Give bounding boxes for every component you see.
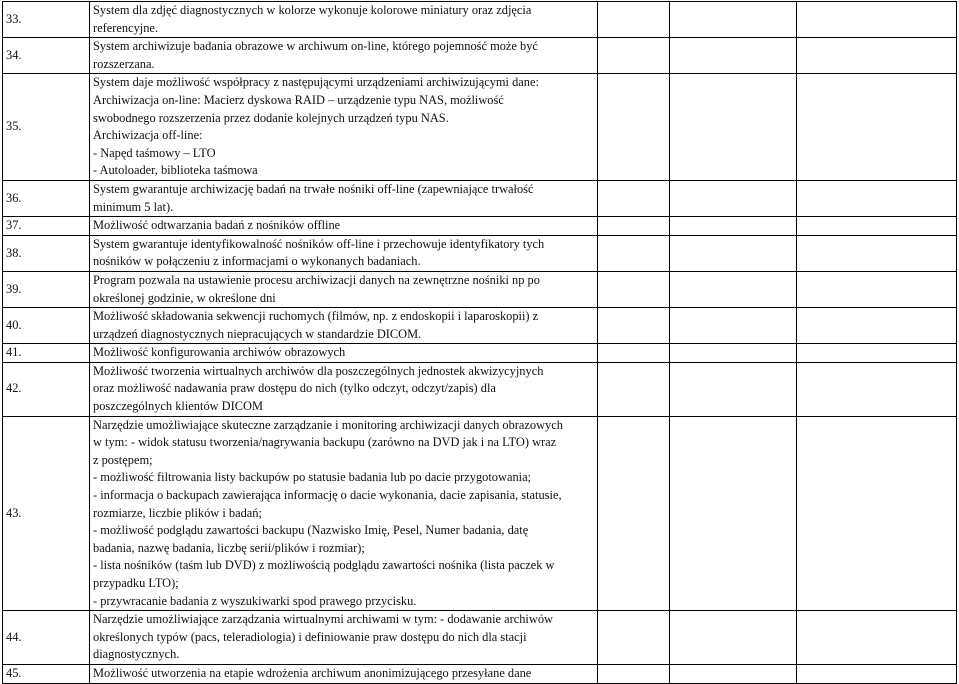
table-row — [3, 38, 957, 74]
description-line: swobodnego rozszerzenia przez dodanie kolejnych urządzeń typu NAS. — [93, 110, 449, 125]
row-number: 39. — [3, 271, 90, 307]
answer-cell[interactable] — [598, 344, 670, 363]
description-line: określonej godzinie, w określone dni — [93, 290, 276, 305]
answer-cell[interactable] — [598, 416, 670, 611]
description-line: referencyjne. — [93, 20, 159, 35]
remarks-cell[interactable] — [797, 416, 957, 611]
description-line: przypadku LTO); — [93, 576, 179, 590]
answer-cell[interactable] — [598, 38, 670, 74]
parameter-cell[interactable] — [670, 664, 797, 683]
remarks-cell[interactable] — [797, 271, 957, 307]
answer-cell[interactable] — [598, 2, 670, 38]
description-line: Program pozwala na ustawienie procesu archiwizacji danych na zewnętrzne nośniki np po — [93, 272, 540, 287]
row-number: 34. — [3, 38, 90, 74]
description-line: poszczególnych klientów DICOM — [93, 399, 263, 414]
row-number: 42. — [3, 362, 90, 416]
row-number: 37. — [3, 217, 90, 236]
remarks-cell[interactable] — [797, 344, 957, 363]
remarks-cell[interactable] — [797, 74, 957, 181]
description-line: Możliwość konfigurowania archiwów obrazowych — [93, 345, 346, 360]
description-line: - Napęd taśmowy – LTO — [93, 145, 216, 160]
description-line: urządzeń diagnostycznych niepracujących w standardzie DICOM. — [93, 326, 422, 341]
description-line: minimum 5 lat). — [93, 199, 174, 214]
answer-cell[interactable] — [598, 362, 670, 416]
table-row — [3, 235, 957, 271]
remarks-cell[interactable] — [797, 38, 957, 74]
row-number: 40. — [3, 308, 90, 344]
parameter-cell[interactable] — [670, 74, 797, 181]
table-row — [3, 416, 957, 611]
row-number: 35. — [3, 74, 90, 181]
description-line: badania, nazwę badania, liczbę serii/plików i rozmiar); — [93, 540, 365, 555]
requirement-description — [90, 38, 598, 74]
description-line: Możliwość odtwarzania badań z nośników offline — [93, 218, 341, 233]
description-line: Narzędzie umożliwiające skuteczne zarządzanie i monitoring archiwizacji danych obrazowych — [93, 417, 563, 432]
description-line: - informacja o backupach zawierająca informację o dacie wykonania, dacie zapisania, statusie, — [93, 488, 562, 503]
answer-cell[interactable] — [598, 271, 670, 307]
description-line: - Autoloader, biblioteka taśmowa — [93, 163, 258, 178]
table-row — [3, 2, 957, 38]
remarks-cell[interactable] — [797, 180, 957, 216]
description-line: diagnostycznych. — [93, 647, 180, 662]
remarks-cell[interactable] — [797, 611, 957, 665]
description-line: Możliwość składowania sekwencji ruchomych (filmów, np. z endoskopii i laparoskopii) z — [93, 309, 539, 324]
row-number: 43. — [3, 416, 90, 611]
description-line: Archiwizacja off-line: — [93, 128, 203, 143]
parameter-cell[interactable] — [670, 611, 797, 665]
parameter-cell[interactable] — [670, 362, 797, 416]
row-number: 36. — [3, 180, 90, 216]
table-row — [3, 611, 957, 665]
answer-cell[interactable] — [598, 235, 670, 271]
parameter-cell[interactable] — [670, 416, 797, 611]
description-line: rozmiarze, liczbie plików i badań; — [93, 505, 262, 520]
table-row — [3, 74, 957, 181]
answer-cell[interactable] — [598, 217, 670, 236]
parameter-cell[interactable] — [670, 180, 797, 216]
description-line: Możliwość utworzenia na etapie wdrożenia archiwum anonimizującego przesyłane dane — [93, 665, 532, 680]
parameter-cell[interactable] — [670, 38, 797, 74]
table-row — [3, 664, 957, 683]
description-line: System dla zdjęć diagnostycznych w kolorze wykonuje kolorowe miniatury oraz zdjęcia — [93, 3, 532, 17]
requirements-table-body — [3, 2, 957, 684]
description-line: z postępem; — [93, 452, 153, 467]
parameter-cell[interactable] — [670, 235, 797, 271]
answer-cell[interactable] — [598, 308, 670, 344]
requirement-description — [90, 611, 598, 665]
row-number: 41. — [3, 344, 90, 363]
parameter-cell[interactable] — [670, 271, 797, 307]
remarks-cell[interactable] — [797, 217, 957, 236]
requirement-description — [90, 235, 598, 271]
row-number: 44. — [3, 611, 90, 665]
description-line: nośników w połączeniu z informacjami o wykonanych badaniach. — [93, 254, 421, 269]
description-line: System gwarantuje identyfikowalność nośników off-line i przechowuje identyfikatory tych — [93, 236, 545, 251]
table-row — [3, 308, 957, 344]
requirement-description — [90, 271, 598, 307]
row-number: 33. — [3, 2, 90, 38]
requirement-description — [90, 74, 598, 181]
remarks-cell[interactable] — [797, 362, 957, 416]
description-line: - przywracanie badania z wyszukiwarki spod prawego przycisku. — [93, 593, 417, 608]
description-line: oraz możliwość nadawania praw dostępu do nich (tylko odczyt, odczyt/zapis) dla — [93, 381, 496, 396]
requirement-description — [90, 362, 598, 416]
parameter-cell[interactable] — [670, 344, 797, 363]
answer-cell[interactable] — [598, 74, 670, 181]
description-line: Narzędzie umożliwiające zarządzania wirtualnymi archiwami w tym: - dodawanie archiwów — [93, 612, 553, 627]
requirement-description — [90, 2, 598, 38]
description-line: - lista nośników (taśm lub DVD) z możliwością podglądu zawartości nośnika (lista paczek w — [93, 558, 555, 573]
parameter-cell[interactable] — [670, 217, 797, 236]
parameter-cell[interactable] — [670, 2, 797, 38]
description-line: System gwarantuje archiwizację badań na trwałe nośniki off-line (zapewniające trwałość — [93, 181, 534, 196]
remarks-cell[interactable] — [797, 308, 957, 344]
remarks-cell[interactable] — [797, 2, 957, 38]
table-row — [3, 271, 957, 307]
requirement-description — [90, 344, 598, 363]
description-line: Archiwizacja on-line: Macierz dyskowa RAID – urządzenie typu NAS, możliwość — [93, 92, 504, 107]
requirement-description — [90, 664, 598, 683]
table-row — [3, 217, 957, 236]
row-number: 45. — [3, 664, 90, 683]
description-line: - możliwość podglądu zawartości backupu (Nazwisko Imię, Pesel, Numer badania, datę — [93, 523, 529, 538]
description-line: Możliwość tworzenia wirtualnych archiwów dla poszczególnych jednostek akwizycyjnych — [93, 363, 544, 378]
description-line: rozszerzana. — [93, 56, 155, 71]
requirement-description — [90, 416, 598, 611]
answer-cell[interactable] — [598, 611, 670, 665]
answer-cell[interactable] — [598, 180, 670, 216]
requirements-table — [2, 1, 957, 684]
table-row — [3, 344, 957, 363]
remarks-cell[interactable] — [797, 235, 957, 271]
row-number: 38. — [3, 235, 90, 271]
requirement-description — [90, 180, 598, 216]
description-line: w tym: - widok statusu tworzenia/nagrywania backupu (zarówno na DVD jak i na LTO) wraz — [93, 435, 557, 450]
answer-cell[interactable] — [598, 664, 670, 683]
requirement-description — [90, 308, 598, 344]
description-line: określonych typów (pacs, teleradiologia) i definiowanie praw dostępu do nich dla stacji — [93, 629, 527, 644]
description-line: - możliwość filtrowania listy backupów po statusie badania lub po dacie przygotowania; — [93, 470, 532, 485]
remarks-cell[interactable] — [797, 664, 957, 683]
table-row — [3, 362, 957, 416]
description-line: System archiwizuje badania obrazowe w archiwum on-line, którego pojemność może być — [93, 39, 538, 54]
requirement-description — [90, 217, 598, 236]
parameter-cell[interactable] — [670, 308, 797, 344]
table-row — [3, 180, 957, 216]
description-line: System daje możliwość współpracy z następującymi urządzeniami archiwizującymi dane: — [93, 75, 539, 90]
